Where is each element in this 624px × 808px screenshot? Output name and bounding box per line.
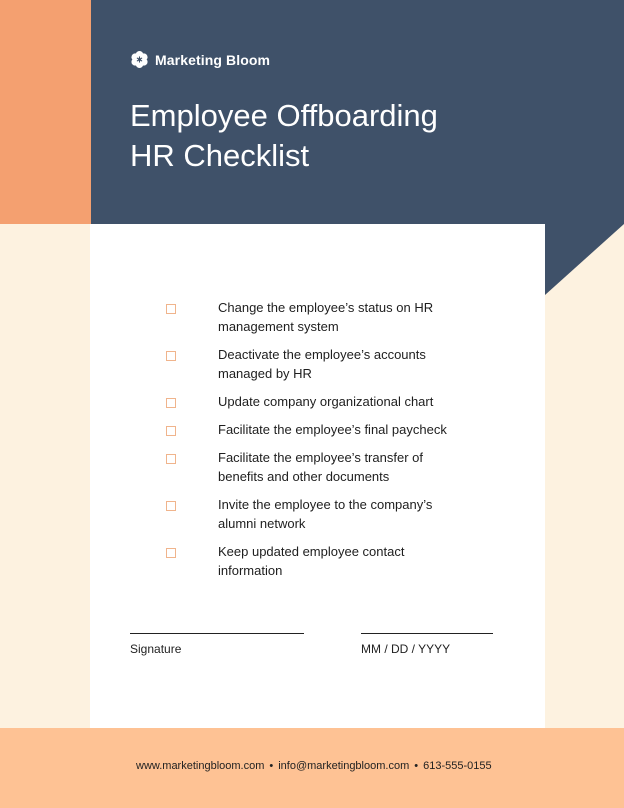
checkbox[interactable]	[166, 501, 176, 511]
footer-separator: •	[414, 760, 419, 772]
checkbox[interactable]	[166, 454, 176, 464]
checklist-item-text: Facilitate the employee’s transfer of benefits and other documents	[218, 450, 423, 484]
checklist-item-text: Facilitate the employee’s final paycheck	[218, 422, 447, 437]
page-title-line-1: Employee Offboarding	[130, 98, 438, 133]
checklist-item	[165, 420, 465, 439]
date-label: MM / DD / YYYY	[361, 642, 451, 656]
checklist-item-text: Change the employee’s status on HR management system	[218, 300, 434, 334]
corner-triangle-decoration	[545, 224, 624, 295]
checklist-item	[165, 345, 465, 383]
flower-icon	[130, 50, 149, 69]
checklist	[165, 298, 465, 589]
checkbox[interactable]	[166, 398, 176, 408]
footer	[0, 728, 624, 808]
brand-logo	[130, 50, 270, 69]
checklist-item-text: Update company organizational chart	[218, 394, 434, 409]
footer-phone: 613-555-0155	[423, 760, 492, 772]
footer-website: www.marketingbloom.com	[136, 760, 265, 772]
footer-contact	[136, 760, 492, 772]
checkbox[interactable]	[166, 426, 176, 436]
footer-separator: •	[269, 760, 274, 772]
checkbox[interactable]	[166, 351, 176, 361]
checklist-item	[165, 298, 465, 336]
page-title	[130, 96, 530, 176]
checklist-item	[165, 448, 465, 486]
footer-email: info@marketingbloom.com	[278, 760, 410, 772]
checklist-item-text: Deactivate the employee’s accounts managed by HR	[218, 347, 426, 381]
checklist-item-text: Invite the employee to the company’s alumni network	[218, 497, 433, 531]
signature-label: Signature	[130, 642, 182, 656]
brand-name: Marketing Bloom	[155, 51, 271, 68]
checkbox[interactable]	[166, 304, 176, 314]
checklist-item	[165, 495, 465, 533]
checklist-card	[90, 224, 545, 728]
orange-accent-block	[0, 0, 91, 224]
checklist-item	[165, 542, 465, 580]
date-line[interactable]	[361, 633, 493, 634]
signature-line[interactable]	[130, 633, 304, 634]
checklist-item	[165, 392, 465, 411]
checklist-item-text: Keep updated employee contact information	[218, 544, 405, 578]
checkbox[interactable]	[166, 548, 176, 558]
page-title-line-2: HR Checklist	[130, 138, 310, 173]
